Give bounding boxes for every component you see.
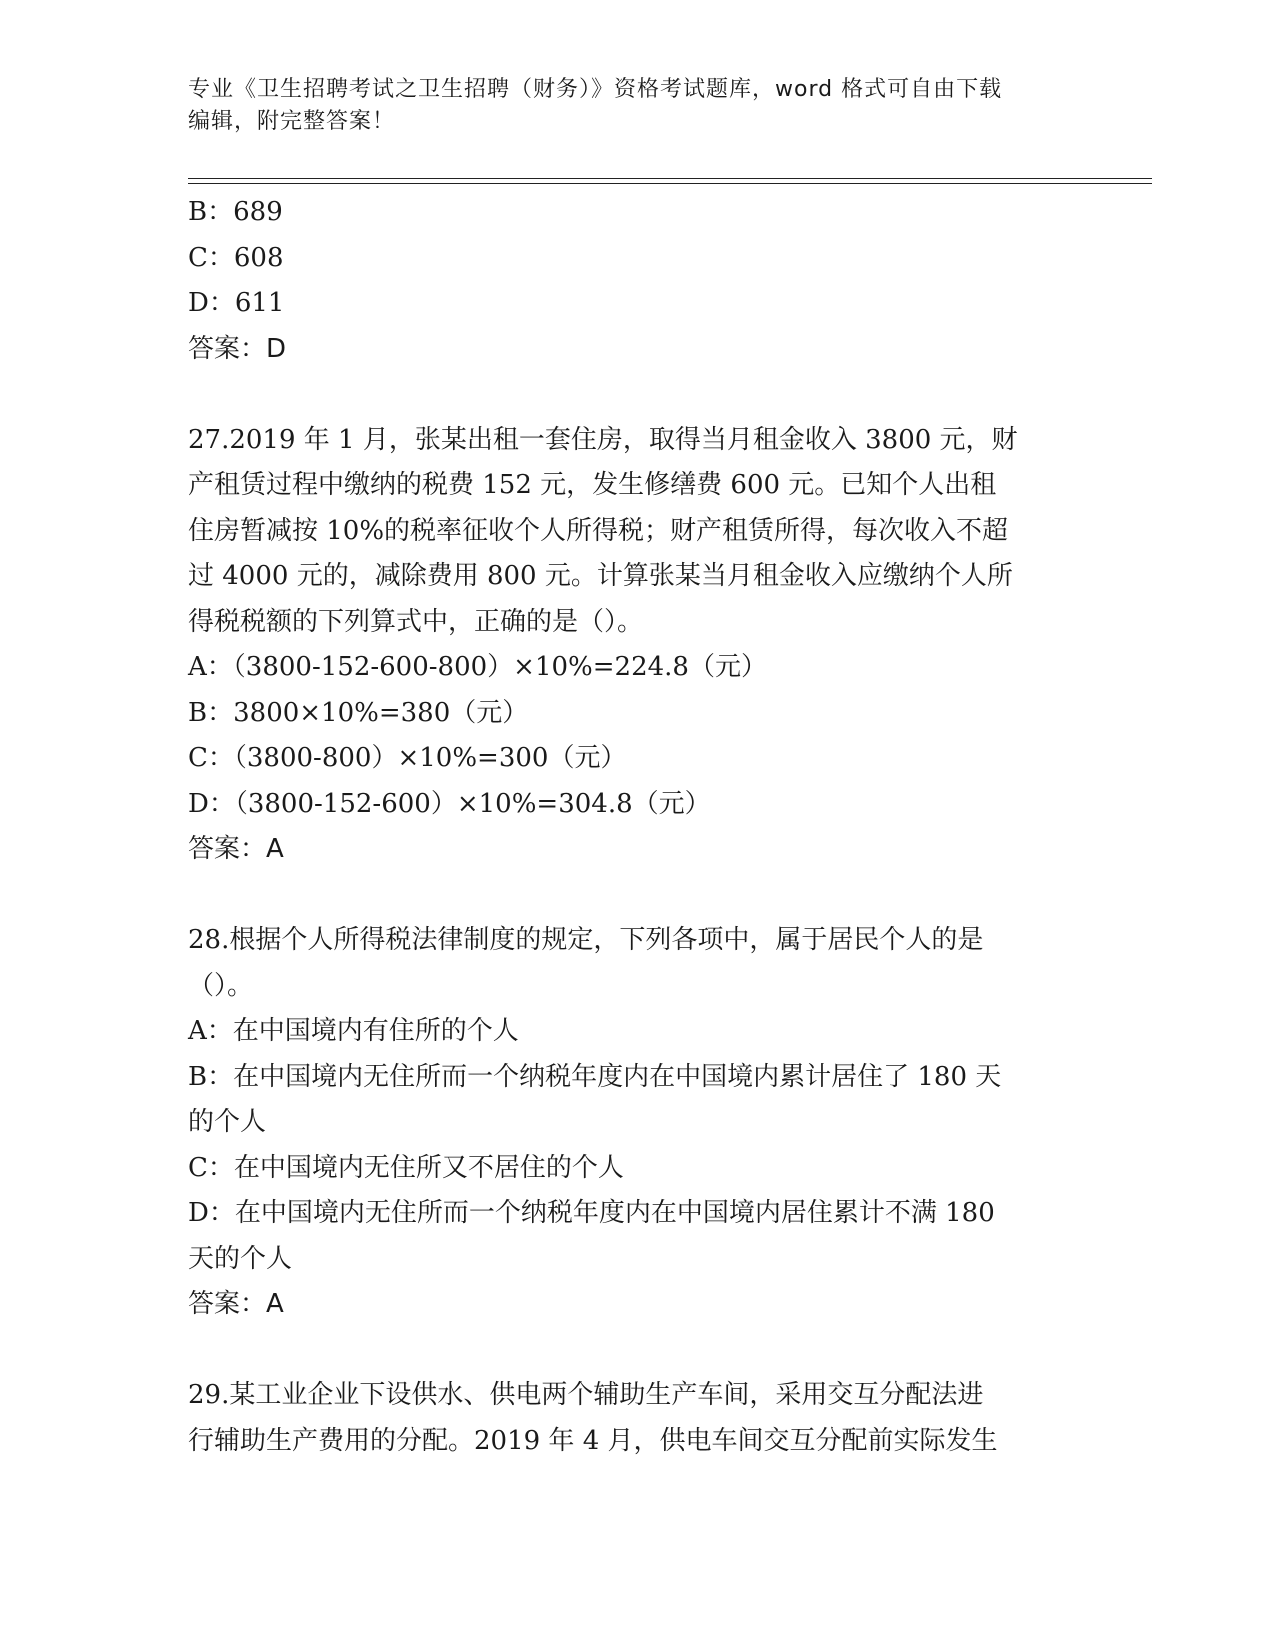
option-d: D：在中国境内无住所而一个纳税年度内在中国境内居住累计不满 180 (188, 1198, 995, 1228)
spacer (188, 1328, 1088, 1374)
option-b-continued: 的个人 (188, 1107, 267, 1137)
question-body (188, 190, 1088, 1464)
option-a: A：（3800-152-600-800）×10%=224.8（元） (188, 652, 767, 682)
header-line-2: 编辑，附完整答案！ (188, 109, 396, 134)
option-c: C：（3800-800）×10%=300（元） (188, 743, 627, 773)
question-stem-line: 行辅助生产费用的分配。2019 年 4 月，供电车间交互分配前实际发生 (188, 1425, 998, 1456)
question-27 (188, 418, 1088, 873)
question-stem-line: 29.某工业企业下设供水、供电两个辅助生产车间，采用交互分配法进 (188, 1380, 984, 1410)
question-28 (188, 918, 1088, 1328)
header-line-1: 专业《卫生招聘考试之卫生招聘（财务）》资格考试题库，word 格式可自由下载 (188, 77, 1003, 102)
question-stem-line: 产租赁过程中缴纳的税费 152 元，发生修缮费 600 元。已知个人出租 (188, 470, 997, 500)
option-b: B：3800×10%=380（元） (188, 697, 529, 728)
option-d: D：（3800-152-600）×10%=304.8（元） (188, 788, 711, 819)
spacer (188, 873, 1088, 919)
answer: 答案：A (188, 1289, 284, 1319)
spacer (188, 372, 1088, 418)
question-stem-line: 27.2019 年 1 月，张某出租一套住房，取得当月租金收入 3800 元，财 (188, 424, 1018, 455)
option-d-continued: 天的个人 (188, 1243, 293, 1274)
question-26 (188, 190, 1088, 372)
question-29 (188, 1373, 1088, 1464)
answer: 答案：D (188, 333, 287, 364)
question-stem-line: （）。 (188, 970, 254, 1001)
option-b: B：689 (188, 197, 283, 227)
option-c: C：在中国境内无住所又不居住的个人 (188, 1152, 624, 1183)
question-stem-line: 过 4000 元的，减除费用 800 元。计算张某当月租金收入应缴纳个人所 (188, 561, 1013, 591)
question-stem-line: 28.根据个人所得税法律制度的规定，下列各项中，属于居民个人的是 (188, 925, 984, 955)
header-rule-bottom (188, 183, 1152, 184)
page-header (188, 74, 1088, 138)
option-a: A：在中国境内有住所的个人 (188, 1016, 519, 1046)
question-stem-line: 得税税额的下列算式中，正确的是（）。 (188, 606, 644, 637)
answer: 答案：A (188, 834, 284, 864)
option-c: C：608 (188, 242, 284, 273)
question-stem-line: 住房暂减按 10%的税率征收个人所得税；财产租赁所得，每次收入不超 (188, 515, 1009, 546)
header-rule-top (188, 178, 1152, 179)
option-b: B：在中国境内无住所而一个纳税年度内在中国境内累计居住了 180 天 (188, 1061, 1002, 1092)
option-d: D：611 (188, 288, 285, 318)
